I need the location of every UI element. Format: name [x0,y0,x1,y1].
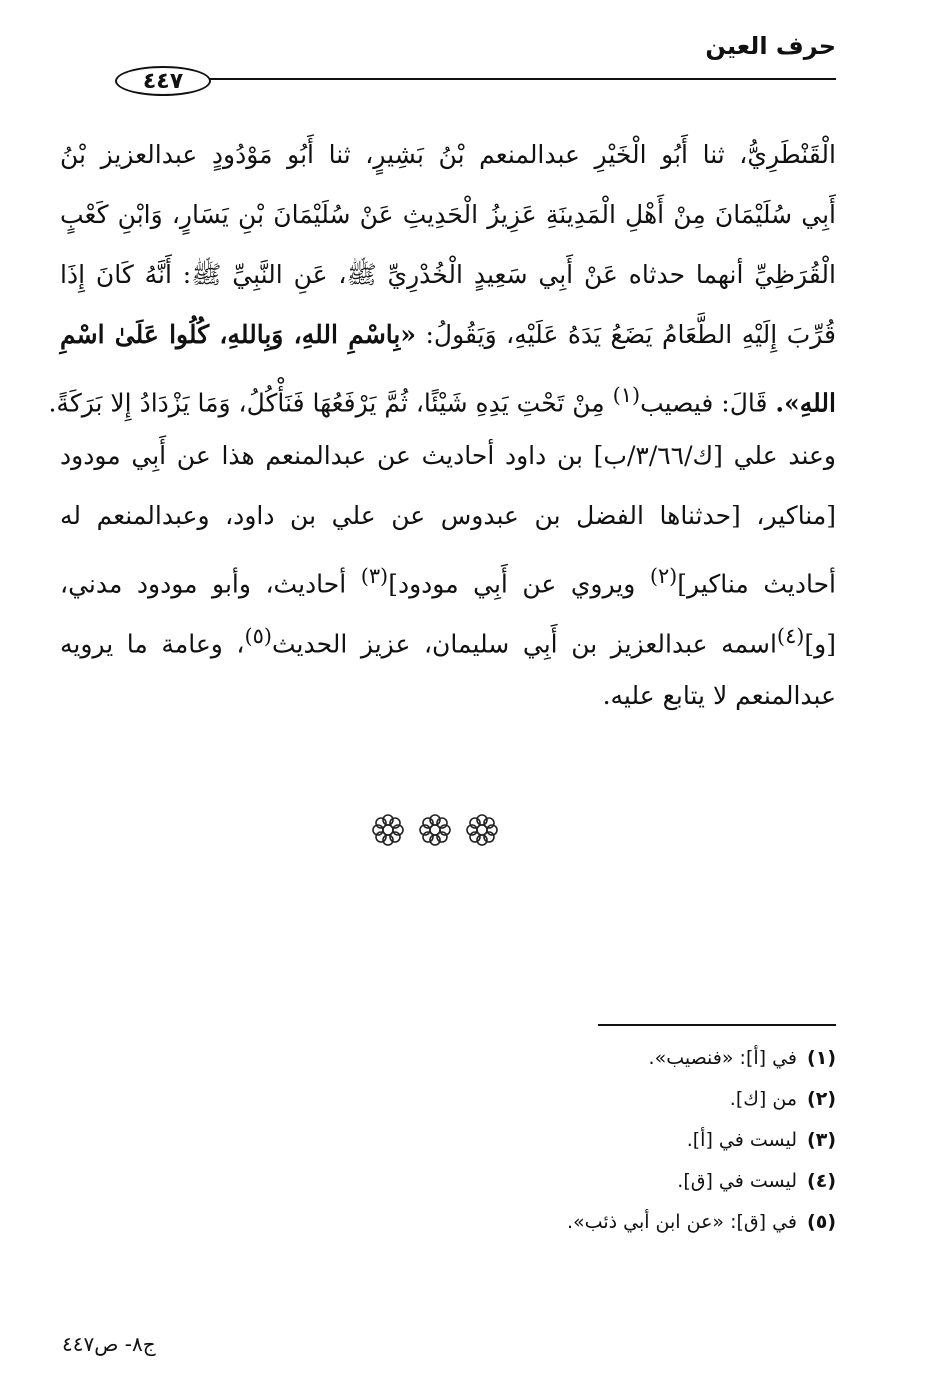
page-reference: ج٨- ص٤٤٧ [62,1332,156,1356]
footnote-text: من [ك]. [729,1088,798,1110]
text-segment: اسمه عبدالعزيز بن أَبِي سليمان، عزيز الحديث [271,629,777,659]
text-line: عبدالمنعم لا يتابع عليه. [602,681,836,710]
rosette-icon [370,812,406,848]
hadith-quote: «بِاسْمِ اللهِ، وَبِاللهِ، كُلُوا عَلَىٰ اسْمِ [60,320,416,349]
footnote-item [436,1120,836,1161]
text-line: الْقَنْطَرِيُّ، ثنا أَبُو الْخَيْرِ عبدالمنعم بْنُ بَشِيرٍ، ثنا أَبُو مَوْدُودٍ عبدالعزيز بْنُ [60,140,836,169]
text-segment: أحاديث، وأبو مودود مدني، [60,569,361,599]
hadith-quote-end: اللهِ». [775,388,836,418]
section-divider-ornaments [370,810,500,850]
footnote-ref: (٣) [360,564,389,588]
footnote-rule [598,1024,836,1026]
footnote-ref: (١) [612,383,641,407]
footnote-number: (٢) [807,1088,836,1110]
text-segment: أحاديث مناكير] [677,569,836,599]
header-rule [200,78,836,80]
footnote-ref: (٤) [776,624,805,648]
footnote-number: (٤) [807,1170,836,1192]
footnote-ref: (٢) [649,564,678,588]
text-segment: [و] [804,629,836,659]
text-segment: قَالَ: فيصيب [640,388,776,418]
text-line: [مناكير، [حدثناها الفضل بن عبدوس عن علي بن داود، وعبدالمنعم له [60,501,836,530]
text-segment: ويروي عن أَبِي مودود] [388,569,650,599]
text-line: الْقُرَظِيِّ أنهما حدثاه عَنْ أَبِي سَعِيدٍ الْخُدْرِيِّ ﷺ، عَنِ النَّبِيِّ ﷺ: أَنَّهُ كَانَ إِذَا [60,260,836,289]
text-segment: ، وعامة ما يرويه [60,629,245,659]
footnote-item [436,1161,836,1202]
text-segment: قُرِّبَ إِلَيْهِ الطَّعَامُ يَضَعُ يَدَهُ عَلَيْهِ، وَيَقُولُ: [415,320,836,349]
text-line [60,305,836,365]
footnote-item [436,1202,836,1243]
footnote-number: (٥) [807,1211,836,1233]
text-segment: مِنْ تَحْتِ يَدِهِ شَيْئًا، ثُمَّ يَرْفَعُهَا فَنَأْكُلُ، وَمَا يَزْدَادُ إِلا بَرَكَةً. [48,388,613,418]
text-line: وعند علي [ك/٣/٦٦/ب] بن داود أحاديث عن عبدالمنعم هذا عن أَبِي مودود [60,441,836,470]
chapter-title: حرف العين [705,32,836,60]
footnote-text: ليست في [أ]. [686,1129,798,1151]
rosette-icon [417,812,453,848]
text-line [48,365,836,425]
footnote-item [436,1038,836,1079]
rosette-icon [464,812,500,848]
page-number-badge: ٤٤٧ [115,66,211,96]
text-line [60,606,836,666]
footnote-ref: (٥) [244,624,272,648]
footnote-text: في [أ]: «فنصيب». [648,1047,798,1069]
footnote-item [436,1079,836,1120]
footnote-text: ليست في [ق]. [677,1170,798,1192]
footnote-number: (٣) [807,1129,836,1151]
footnotes [436,1038,836,1243]
main-paragraph-1 [48,125,836,425]
footnote-number: (١) [807,1047,836,1069]
text-line [60,546,836,606]
main-paragraph-2 [60,426,836,726]
text-line: أَبِي سُلَيْمَانَ مِنْ أَهْلِ الْمَدِينَةِ عَزِيزُ الْحَدِيثِ عَنْ سُلَيْمَانَ بْنِ يَسَارٍ، وَابْنِ كَعْبٍ [60,200,836,229]
footnote-text: في [ق]: «عن ابن أبي ذئب». [567,1211,798,1233]
